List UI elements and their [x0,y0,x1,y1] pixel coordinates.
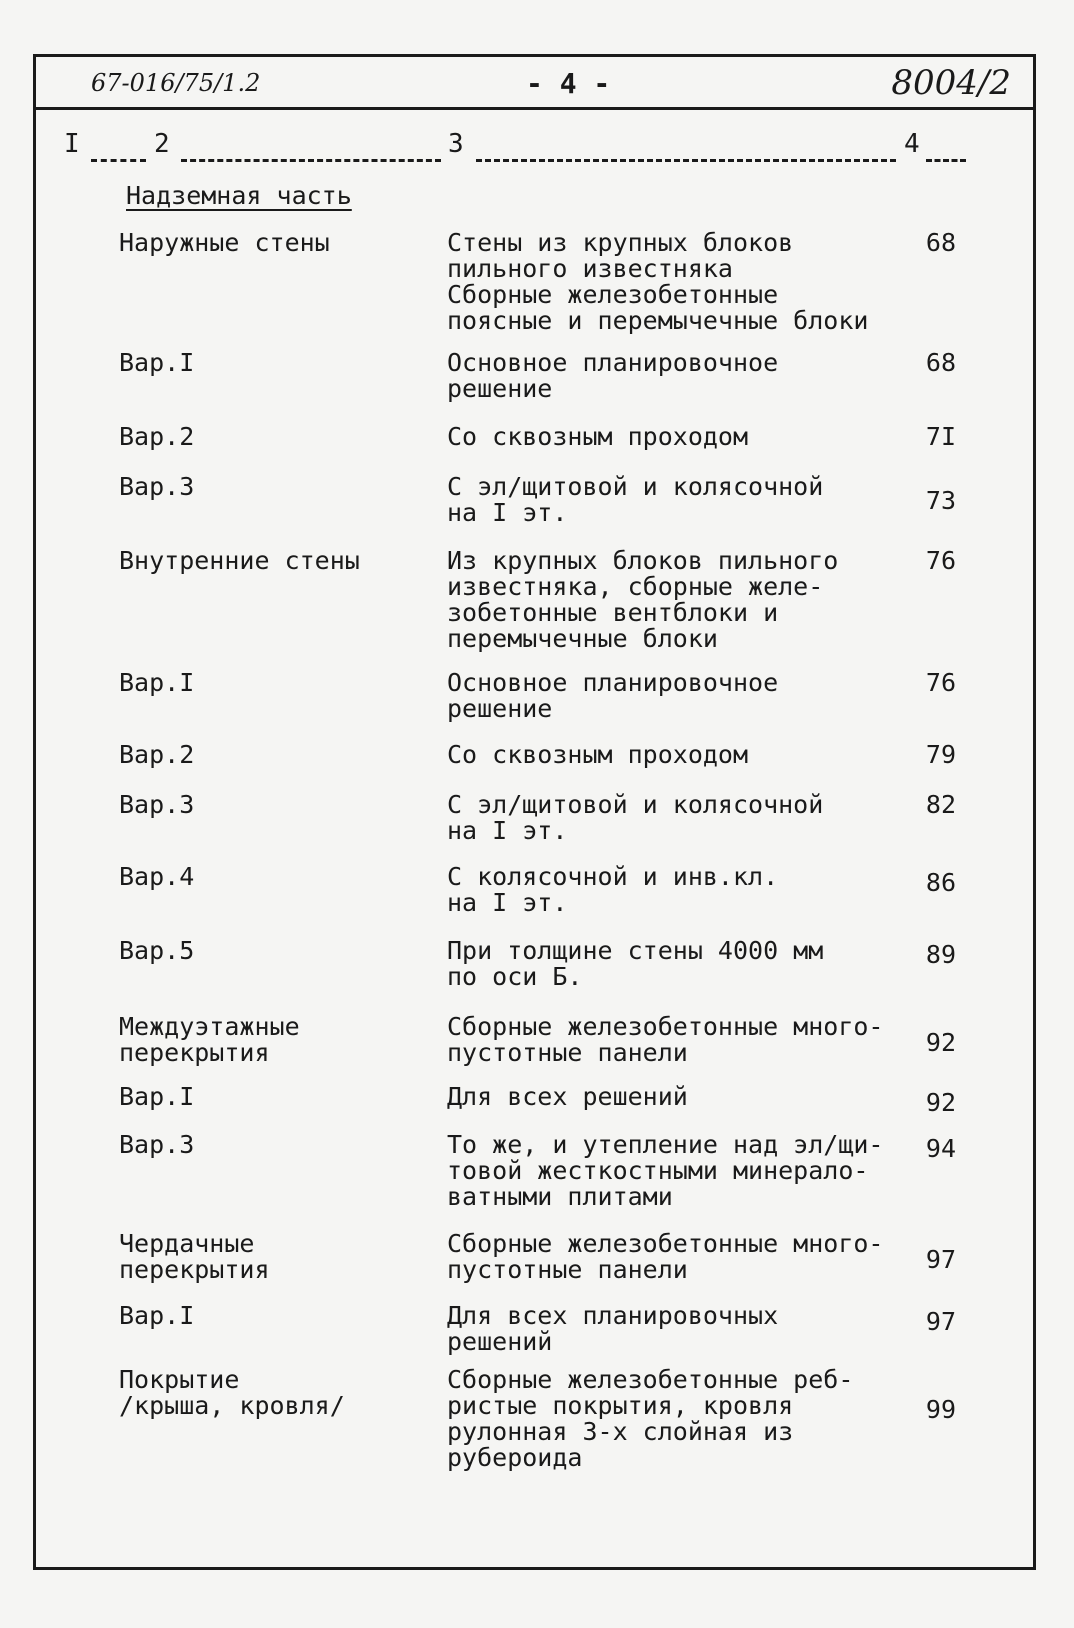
header [36,57,1033,110]
item-name: Наружные стены [119,228,330,257]
item-name: Вар.2 [119,422,195,451]
item-page: 68 [925,228,956,257]
item-name: Чердачные перекрытия [119,1229,270,1284]
item-page: 92 [925,1088,956,1117]
item-name: Вар.I [119,348,195,377]
item-name: Вар.2 [119,740,195,769]
item-name: Вар.I [119,1301,195,1330]
item-page: 68 [925,348,956,377]
item-name: Вар.3 [119,790,195,819]
item-name: Вар.5 [119,936,195,965]
page-number: - 4 - [526,67,611,100]
item-page: 89 [925,940,956,969]
column-4-number: 4 [904,129,920,159]
item-page: 76 [925,546,956,575]
item-description: С эл/щитовой и колясочной на I эт. [447,472,824,527]
item-description: Стены из крупных блоков пильного известняка Сборные железобетонные поясные и перемычечные блоки [447,228,869,335]
dash-divider [476,159,896,162]
section-title: Надземная часть [126,181,352,210]
item-description: Для всех планировочных решений [447,1301,779,1356]
dash-divider [181,159,441,162]
item-page: 97 [925,1245,956,1274]
item-description: Основное планировочное решение [447,668,779,723]
item-page: 94 [925,1134,956,1163]
item-description: Со сквозным проходом [447,740,749,769]
item-description: Для всех решений [447,1082,688,1111]
item-description: То же, и утепление над эл/щи- товой жесткостными минерало- ватными плитами [447,1130,884,1211]
item-name: Вар.I [119,668,195,697]
column-numbers [36,129,1033,169]
item-page: 76 [925,668,956,697]
item-page: 97 [925,1307,956,1336]
item-description: Основное планировочное решение [447,348,779,403]
sheet-number: 8004/2 [891,63,1011,103]
item-page: 82 [925,790,956,819]
item-page: 7I [925,422,956,451]
item-description: С эл/щитовой и колясочной на I эт. [447,790,824,845]
dash-divider [926,159,966,162]
dash-divider [91,159,146,162]
item-description: При толщине стены 4000 мм по оси Б. [447,936,824,991]
item-name: Междуэтажные перекрытия [119,1012,300,1067]
item-description: Со сквозным проходом [447,422,749,451]
item-description: Из крупных блоков пильного известняка, сборные желе- зобетонные вентблоки и перемычечные блоки [447,546,839,653]
item-page: 99 [925,1395,956,1424]
document-frame [33,54,1036,1570]
column-1-number: I [64,129,80,159]
item-page: 92 [925,1028,956,1057]
column-2-number: 2 [154,129,170,159]
item-name: Покрытие /крыша, кровля/ [119,1365,345,1420]
item-description: Сборные железобетонные много- пустотные панели [447,1012,884,1067]
item-name: Вар.3 [119,1130,195,1159]
item-page: 86 [925,868,956,897]
column-3-number: 3 [448,129,464,159]
item-description: С колясочной и инв.кл. на I эт. [447,862,779,917]
item-page: 73 [925,486,956,515]
item-name: Вар.3 [119,472,195,501]
item-name: Вар.4 [119,862,195,891]
item-description: Сборные железобетонные реб- ристые покрытия, кровля рулонная 3-х слойная из рубероида [447,1365,854,1472]
item-page: 79 [925,740,956,769]
item-name: Вар.I [119,1082,195,1111]
item-name: Внутренние стены [119,546,360,575]
doc-code: 67-016/75/1.2 [91,69,261,97]
item-description: Сборные железобетонные много- пустотные панели [447,1229,884,1284]
